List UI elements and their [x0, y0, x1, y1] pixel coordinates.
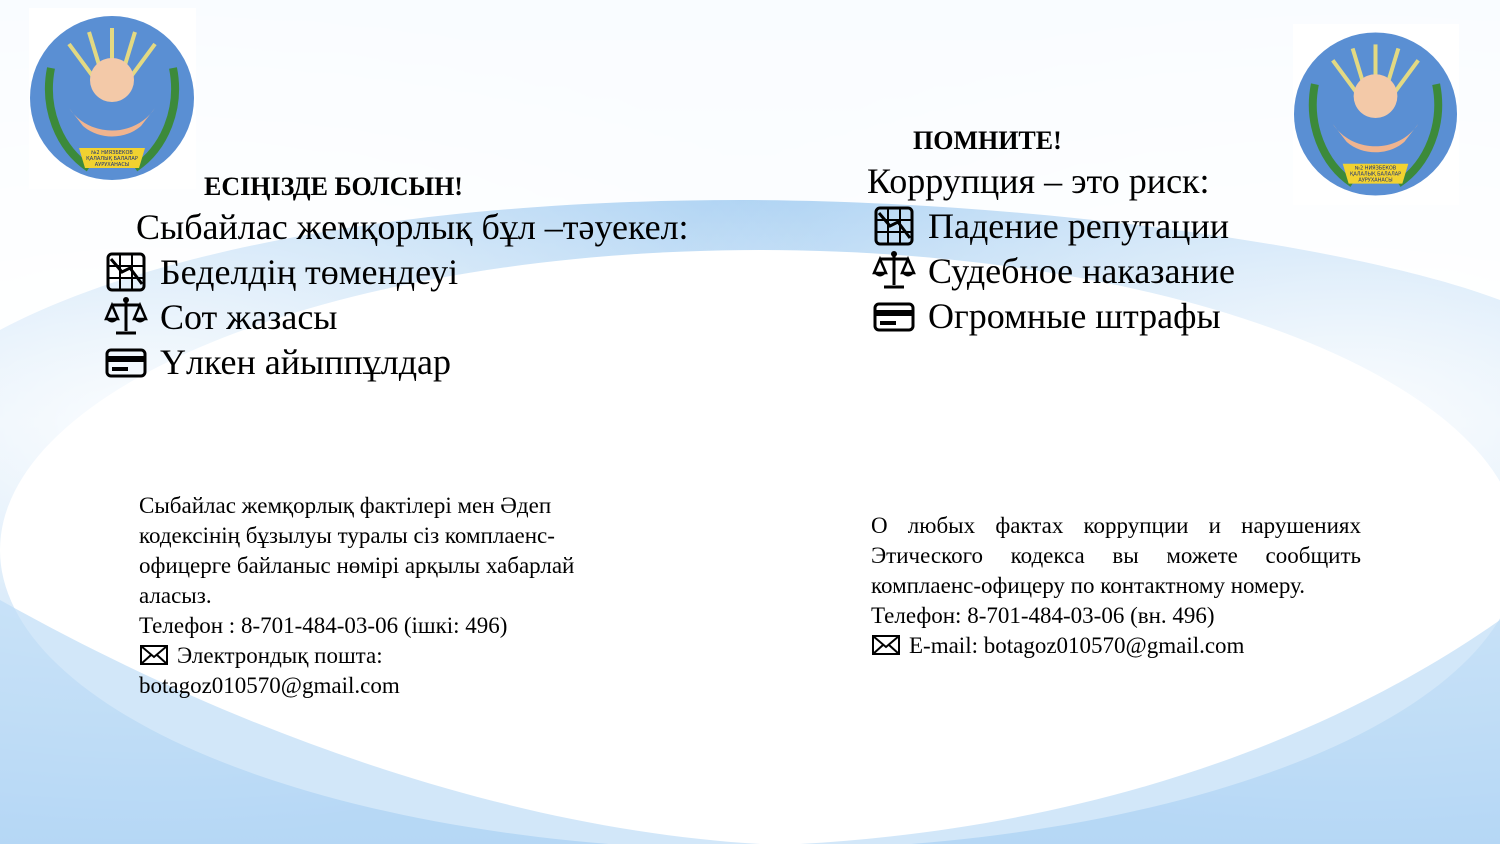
kz-risk-item [104, 295, 338, 339]
kz-risk-item [104, 340, 451, 384]
ru-email[interactable]: E-mail: botagoz010570@gmail.com [909, 633, 1245, 658]
envelope-icon [139, 644, 169, 666]
kz-info-line: аласыз. [139, 583, 212, 608]
hospital-logo-left [29, 8, 196, 189]
ru-risk-label: Падение репутации [928, 206, 1229, 246]
kz-risk-label: Беделдің төмендеуі [160, 252, 459, 292]
kz-info-line: Сыбайлас жемқорлық фактілері мен Әдеп [139, 493, 552, 518]
kz-email-row [139, 641, 659, 671]
ru-info-text: О любых фактах коррупции и нарушениях Этического кодекса вы можете сообщить комплаенс-офицеру по контактному номеру. [871, 513, 1361, 598]
logo-caption-line: АУРУХАНАСЫ [94, 162, 130, 168]
ru-risk-item [872, 249, 1235, 293]
kz-risk-label: Үлкен айыппұлдар [160, 342, 452, 382]
ru-risk-item [872, 294, 1221, 338]
kz-risk-label: Сот жазасы [160, 297, 338, 337]
logo-caption-line: ҚАЛАЛЫҚ БАЛАЛАР [86, 156, 138, 162]
scales-icon [104, 295, 148, 339]
ru-phone: Телефон: 8-701-484-03-06 (вн. 496) [871, 603, 1215, 628]
kz-email[interactable]: botagoz010570@gmail.com [139, 673, 400, 698]
kz-email-label: Электрондық пошта: [177, 643, 383, 668]
chart-down-icon [104, 250, 148, 294]
hospital-logo-right [1293, 24, 1459, 205]
logo-caption-line: №2 НИЯЗБЕКОВ [91, 150, 133, 156]
kz-risk-item [104, 250, 458, 294]
scales-icon [872, 249, 916, 293]
credit-card-icon [104, 340, 148, 384]
credit-card-icon [872, 294, 916, 338]
ru-risk-item [872, 204, 1229, 248]
kz-lead: Сыбайлас жемқорлық бұл –тәуекел: [136, 207, 689, 247]
logo-caption-line: №2 НИЯЗБЕКОВ [1354, 165, 1397, 172]
ru-email-row [871, 631, 1361, 661]
ru-title: ПОМНИТЕ! [913, 126, 1062, 155]
kz-info [139, 491, 659, 701]
ru-lead: Коррупция – это риск: [867, 161, 1210, 201]
kz-title: ЕСІҢІЗДЕ БОЛСЫН! [204, 172, 463, 201]
envelope-icon [871, 634, 901, 656]
ru-risk-label: Судебное наказание [928, 251, 1236, 291]
kz-phone: Телефон : 8-701-484-03-06 (ішкі: 496) [139, 613, 508, 638]
kz-info-line: кодексінің бұзылуы туралы сіз комплаенс- [139, 523, 555, 548]
chart-down-icon [872, 204, 916, 248]
logo-caption-line: АУРУХАНАСЫ [1358, 177, 1393, 184]
kz-info-line: офицерге байланыс нөмірі арқылы хабарлай [139, 553, 575, 578]
ru-risk-label: Огромные штрафы [928, 296, 1221, 336]
logo-caption-line: ҚАЛАЛЫҚ БАЛАЛАР [1349, 171, 1402, 178]
ru-info [871, 511, 1361, 661]
